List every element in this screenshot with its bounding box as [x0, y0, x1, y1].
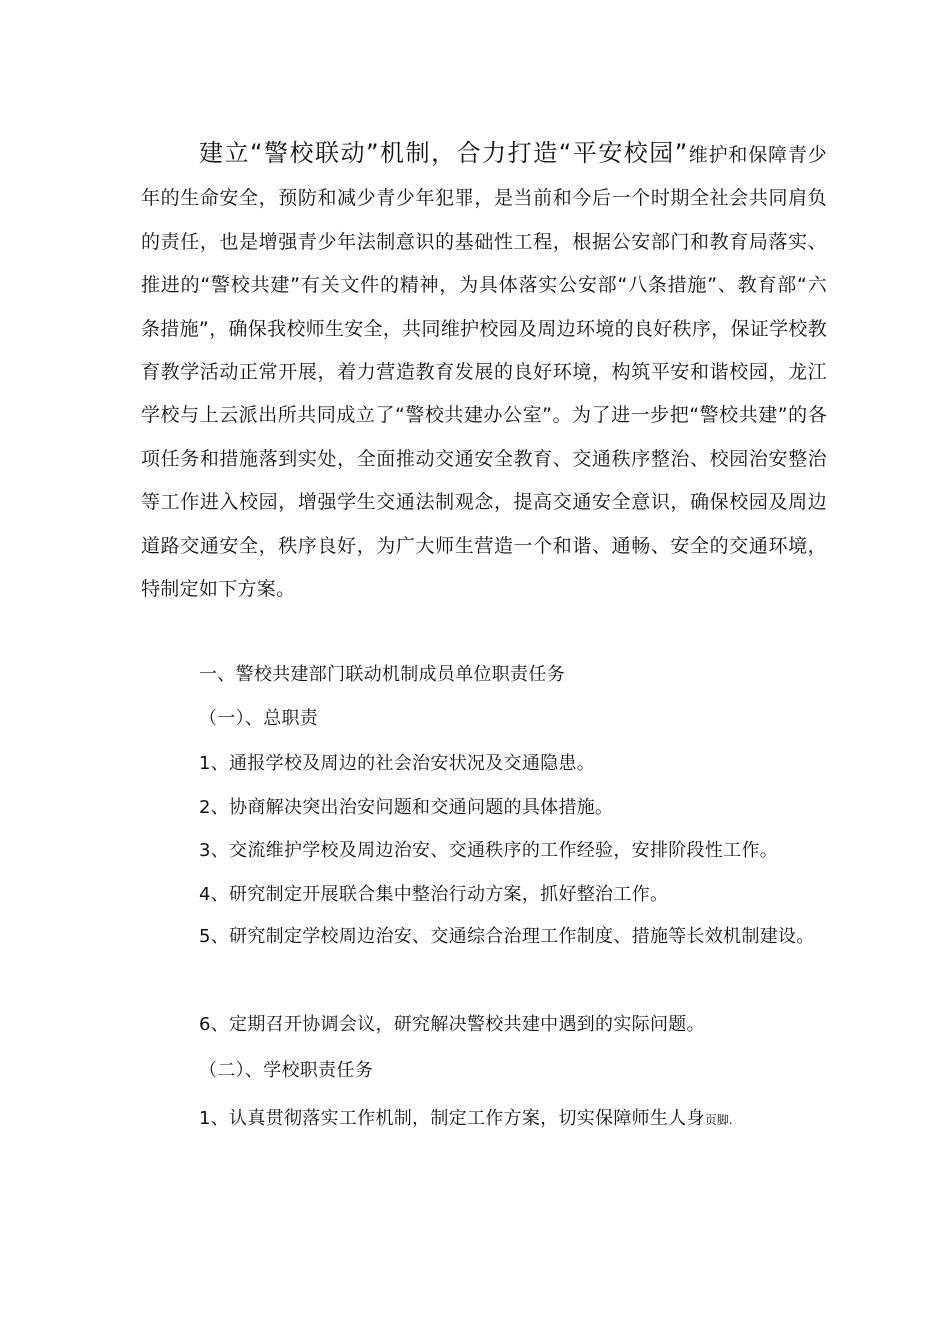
duty-item-2: 2、协商解决突出治安问题和交通问题的具体措施。	[199, 797, 614, 818]
intro-text: 维护和保障青少年的生命安全，预防和减少青少年犯罪，是当前和今后一个时期全社会共同肩负的责任，也是增强青少年法制意识的基础性工程，根据公安部门和教育局落实、推进的“警校共建”有关文件的精神，为具体落实公安部“八条措施”、教育部“六条措施”，确保我校师生安全，共同维护校园及周边环境的良好秩序，保证学校教育教学活动正常开展，着力营造教育发展的良好环境，构筑平安和谐校园，龙江学校与上云派出所共同成立了“警校共建办公室”。为了进一步把“警校共建”的各项任务和措施落到实处，全面推动交通安全教育、交通秩序整治、校园治安整治等工作进入校园，增强学生交通法制观念，提高交通安全意识，确保校园及周边道路交通安全，秩序良好，为广大师生营造一个和谐、通畅、安全的交通环境，特制定如下方案。	[141, 144, 828, 601]
duty-item-3: 3、交流维护学校及周边治安、交通秩序的工作经验，安排阶段性工作。	[199, 840, 779, 861]
school-duty-text: 1、认真贯彻落实工作机制，制定工作方案，切实保障师生人身	[199, 1108, 705, 1129]
intro-paragraph	[141, 132, 827, 611]
document-title: 建立“警校联动”机制，合力打造“平安校园”	[199, 139, 689, 167]
school-duty-item-1	[141, 1097, 885, 1142]
subsection-heading-2: （二）、学校职责任务	[199, 1060, 373, 1081]
duty-item-5: 5、研究制定学校周边治安、交通综合治理工作制度、措施等长效机制建设。	[199, 926, 815, 947]
section-heading-1: 一、警校共建部门联动机制成员单位职责任务	[199, 664, 565, 685]
duty-item-4: 4、研究制定开展联合集中整治行动方案，抓好整治工作。	[199, 884, 669, 905]
duty-item-1: 1、通报学校及周边的社会治安状况及交通隐患。	[199, 753, 596, 774]
footer-mark: 页脚.	[704, 1113, 733, 1127]
duty-item-6: 6、定期召开协调会议，研究解决警校共建中遇到的实际问题。	[199, 1014, 705, 1035]
subsection-heading-1: （一）、总职责	[199, 708, 319, 729]
